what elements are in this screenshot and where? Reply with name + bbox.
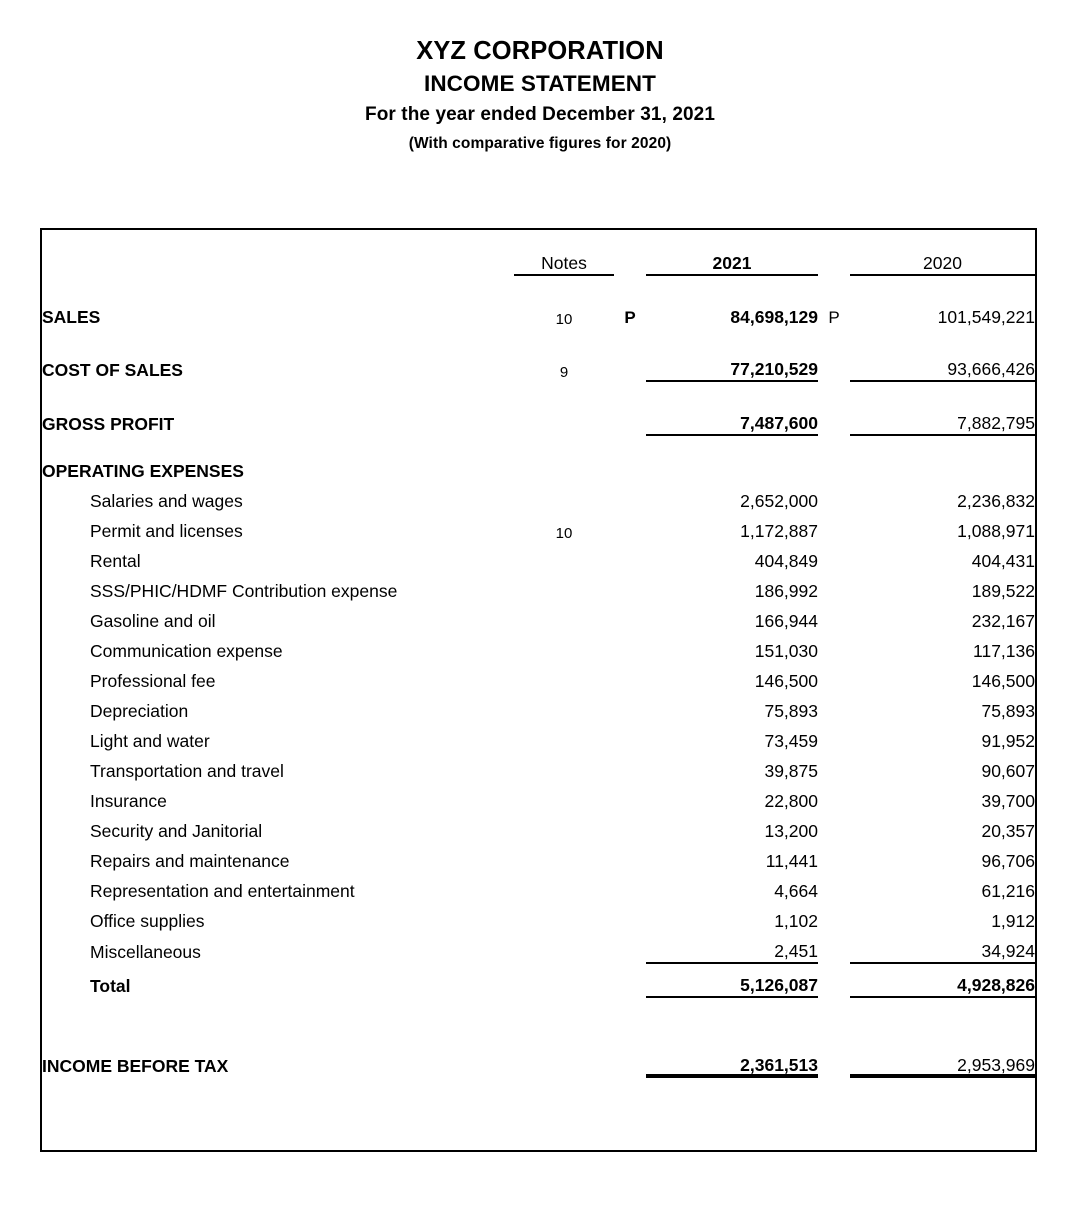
expense-cur2-blank bbox=[818, 782, 850, 812]
expense-value-2021: 39,875 bbox=[764, 761, 818, 781]
expense-cur2-blank bbox=[818, 632, 850, 662]
expense-value-2021: 22,800 bbox=[764, 791, 818, 811]
expense-label: Communication expense bbox=[90, 641, 283, 661]
company-name: XYZ CORPORATION bbox=[416, 37, 664, 65]
expense-value-2021: 11,441 bbox=[765, 851, 818, 871]
value-2020-sales: 101,549,221 bbox=[937, 307, 1035, 327]
value-2021-income-before-tax: 2,361,513 bbox=[646, 1016, 818, 1077]
expense-value-2021: 1,102 bbox=[774, 911, 818, 931]
header-blank-label bbox=[42, 230, 514, 275]
expense-row bbox=[42, 602, 1035, 632]
row-cost-of-sales bbox=[42, 328, 1035, 381]
statement-title: INCOME STATEMENT bbox=[423, 71, 656, 96]
expense-row bbox=[42, 572, 1035, 602]
total-value-2020: 4,928,826 bbox=[850, 963, 1035, 997]
expense-cur2-blank bbox=[818, 902, 850, 932]
expense-value-2021: 13,200 bbox=[764, 821, 818, 841]
spacer-row bbox=[42, 997, 1035, 1016]
row-operating-expenses-title bbox=[42, 435, 1035, 482]
expense-value-2020: 91,952 bbox=[981, 731, 1035, 751]
expense-note: 10 bbox=[555, 525, 573, 542]
expense-value-2020: 117,136 bbox=[973, 641, 1035, 661]
expense-label: Insurance bbox=[90, 791, 167, 811]
expense-label: Office supplies bbox=[90, 911, 205, 931]
expense-value-2020: 1,912 bbox=[991, 911, 1035, 931]
expense-cur2-blank bbox=[818, 662, 850, 692]
expense-value-2020: 404,431 bbox=[971, 551, 1035, 571]
expense-cur2-blank bbox=[818, 602, 850, 632]
expense-row bbox=[42, 752, 1035, 782]
value-2021-sales: 84,698,129 bbox=[730, 307, 818, 327]
row-note-gross-profit bbox=[514, 381, 614, 435]
expense-cur2-blank bbox=[818, 842, 850, 872]
expense-note bbox=[514, 752, 614, 782]
expense-note bbox=[514, 842, 614, 872]
expense-label: Light and water bbox=[90, 731, 210, 751]
oe-title-note-blank bbox=[514, 435, 614, 482]
income-statement-table bbox=[42, 230, 1035, 1078]
expense-note bbox=[514, 902, 614, 932]
value-2021-cost-of-sales: 77,210,529 bbox=[646, 328, 818, 381]
expense-note bbox=[514, 572, 614, 602]
expense-cur2-blank bbox=[818, 572, 850, 602]
expense-row bbox=[42, 842, 1035, 872]
expense-row bbox=[42, 662, 1035, 692]
row-note-cost-of-sales: 9 bbox=[559, 364, 569, 381]
expense-cur1-blank bbox=[614, 482, 646, 512]
expense-value-2021: 75,893 bbox=[764, 701, 818, 721]
row-note-sales: 10 bbox=[555, 311, 573, 328]
expense-value-2021: 146,500 bbox=[754, 671, 818, 691]
value-2020-gross-profit: 7,882,795 bbox=[850, 381, 1035, 435]
expense-value-2021: 151,030 bbox=[754, 641, 818, 661]
expense-value-2021: 1,172,887 bbox=[740, 521, 818, 541]
total-note-blank bbox=[514, 963, 614, 997]
row-sales bbox=[42, 275, 1035, 328]
expense-row bbox=[42, 632, 1035, 662]
expense-value-2020: 2,236,832 bbox=[957, 491, 1035, 511]
expense-cur1-blank bbox=[614, 842, 646, 872]
expense-cur1-blank bbox=[614, 572, 646, 602]
row-total-operating-expenses bbox=[42, 963, 1035, 997]
reporting-period: For the year ended December 31, 2021 bbox=[365, 104, 715, 125]
expense-cur2-blank bbox=[818, 932, 850, 963]
expense-note bbox=[514, 662, 614, 692]
expense-value-2020: 39,700 bbox=[981, 791, 1035, 811]
expense-cur1-blank bbox=[614, 662, 646, 692]
expense-value-2020: 189,522 bbox=[971, 581, 1035, 601]
expense-note bbox=[514, 932, 614, 963]
expense-cur1-blank bbox=[614, 602, 646, 632]
row-gross-profit bbox=[42, 381, 1035, 435]
expense-cur2-blank bbox=[818, 692, 850, 722]
expense-label: Representation and entertainment bbox=[90, 881, 355, 901]
expense-row bbox=[42, 932, 1035, 963]
expense-note bbox=[514, 602, 614, 632]
currency-symbol-2021-sales: P bbox=[624, 308, 636, 327]
expense-row bbox=[42, 902, 1035, 932]
total-label: Total bbox=[90, 976, 131, 996]
expense-note bbox=[514, 782, 614, 812]
expense-note bbox=[514, 482, 614, 512]
expense-cur1-blank bbox=[614, 782, 646, 812]
total-value-2021: 5,126,087 bbox=[646, 963, 818, 997]
expense-label: Security and Janitorial bbox=[90, 821, 263, 841]
expense-cur1-blank bbox=[614, 902, 646, 932]
expense-cur1-blank bbox=[614, 722, 646, 752]
oe-title-cur1-blank bbox=[614, 435, 646, 482]
expense-value-2021: 404,849 bbox=[754, 551, 818, 571]
expense-row bbox=[42, 692, 1035, 722]
expense-value-2020: 146,500 bbox=[971, 671, 1035, 691]
expense-row bbox=[42, 512, 1035, 542]
expense-value-2020: 61,216 bbox=[981, 881, 1035, 901]
expense-value-2020: 96,706 bbox=[981, 851, 1035, 871]
header-blank-cur1 bbox=[614, 230, 646, 275]
total-cur1-blank bbox=[614, 963, 646, 997]
expense-value-2020: 75,893 bbox=[981, 701, 1035, 721]
row-note-income-before-tax bbox=[514, 1016, 614, 1077]
row-income-before-tax bbox=[42, 1016, 1035, 1077]
expense-note bbox=[514, 722, 614, 752]
expense-note bbox=[514, 812, 614, 842]
currency-blank-2020-ibt bbox=[818, 1016, 850, 1077]
expense-value-2021: 4,664 bbox=[774, 881, 818, 901]
expense-value-2020: 20,357 bbox=[981, 821, 1035, 841]
expense-row bbox=[42, 482, 1035, 512]
expense-cur2-blank bbox=[818, 482, 850, 512]
expense-label: Gasoline and oil bbox=[90, 611, 216, 631]
expense-value-2020: 1,088,971 bbox=[957, 521, 1035, 541]
expense-label: Miscellaneous bbox=[90, 942, 201, 962]
value-2020-cost-of-sales: 93,666,426 bbox=[850, 328, 1035, 381]
expense-note bbox=[514, 692, 614, 722]
expense-label: Salaries and wages bbox=[90, 491, 243, 511]
column-header-notes: Notes bbox=[514, 230, 614, 275]
expense-label: Transportation and travel bbox=[90, 761, 284, 781]
expense-value-2020: 90,607 bbox=[981, 761, 1035, 781]
row-label-gross-profit: GROSS PROFIT bbox=[42, 414, 175, 434]
comparative-subtitle: (With comparative figures for 2020) bbox=[408, 135, 672, 152]
currency-blank-2021-cos bbox=[614, 328, 646, 381]
currency-symbol-2020-sales: P bbox=[828, 308, 840, 327]
oe-title-2021-blank bbox=[646, 435, 818, 482]
row-label-cost-of-sales: COST OF SALES bbox=[42, 360, 183, 380]
column-header-2020: 2020 bbox=[850, 230, 1035, 275]
expense-cur2-blank bbox=[818, 722, 850, 752]
expense-cur1-blank bbox=[614, 542, 646, 572]
expense-row bbox=[42, 812, 1035, 842]
expense-row bbox=[42, 872, 1035, 902]
oe-title-cur2-blank bbox=[818, 435, 850, 482]
value-2021-gross-profit: 7,487,600 bbox=[646, 381, 818, 435]
expense-value-2021: 166,944 bbox=[754, 611, 818, 631]
expense-cur2-blank bbox=[818, 812, 850, 842]
expense-label: Depreciation bbox=[90, 701, 189, 721]
header-blank-cur2 bbox=[818, 230, 850, 275]
column-header-2021: 2021 bbox=[646, 230, 818, 275]
expense-row bbox=[42, 782, 1035, 812]
expense-cur1-blank bbox=[614, 752, 646, 782]
spacer-cell bbox=[42, 997, 1035, 1016]
expense-label: Rental bbox=[90, 551, 141, 571]
expense-cur2-blank bbox=[818, 872, 850, 902]
currency-blank-2020-gp bbox=[818, 381, 850, 435]
expense-value-2020: 232,167 bbox=[971, 611, 1035, 631]
row-label-income-before-tax: INCOME BEFORE TAX bbox=[42, 1056, 229, 1076]
expense-cur2-blank bbox=[818, 752, 850, 782]
expense-value-2020: 34,924 bbox=[850, 932, 1035, 963]
total-cur2-blank bbox=[818, 963, 850, 997]
expense-note bbox=[514, 542, 614, 572]
expense-value-2021: 186,992 bbox=[754, 581, 818, 601]
expense-label: Permit and licenses bbox=[90, 521, 243, 541]
expense-row bbox=[42, 542, 1035, 572]
currency-blank-2021-ibt bbox=[614, 1016, 646, 1077]
expense-cur1-blank bbox=[614, 692, 646, 722]
value-2020-income-before-tax: 2,953,969 bbox=[850, 1016, 1035, 1077]
currency-blank-2021-gp bbox=[614, 381, 646, 435]
expense-value-2021: 2,652,000 bbox=[740, 491, 818, 511]
expense-label: Professional fee bbox=[90, 671, 216, 691]
expense-cur1-blank bbox=[614, 632, 646, 662]
table-header-row bbox=[42, 230, 1035, 275]
expense-cur2-blank bbox=[818, 512, 850, 542]
expense-note bbox=[514, 632, 614, 662]
expense-value-2021: 73,459 bbox=[764, 731, 818, 751]
expense-value-2021: 2,451 bbox=[646, 932, 818, 963]
section-title-operating-expenses: OPERATING EXPENSES bbox=[42, 461, 244, 481]
expense-note bbox=[514, 872, 614, 902]
oe-title-2020-blank bbox=[850, 435, 1035, 482]
income-statement-box bbox=[40, 228, 1037, 1152]
currency-blank-2020-cos bbox=[818, 328, 850, 381]
row-label-sales: SALES bbox=[42, 307, 101, 327]
document-header bbox=[0, 0, 1080, 158]
expense-label: SSS/PHIC/HDMF Contribution expense bbox=[90, 581, 398, 601]
expense-cur1-blank bbox=[614, 512, 646, 542]
expense-label: Repairs and maintenance bbox=[90, 851, 290, 871]
expense-cur1-blank bbox=[614, 872, 646, 902]
expense-cur1-blank bbox=[614, 932, 646, 963]
expense-cur1-blank bbox=[614, 812, 646, 842]
expense-cur2-blank bbox=[818, 542, 850, 572]
expense-row bbox=[42, 722, 1035, 752]
